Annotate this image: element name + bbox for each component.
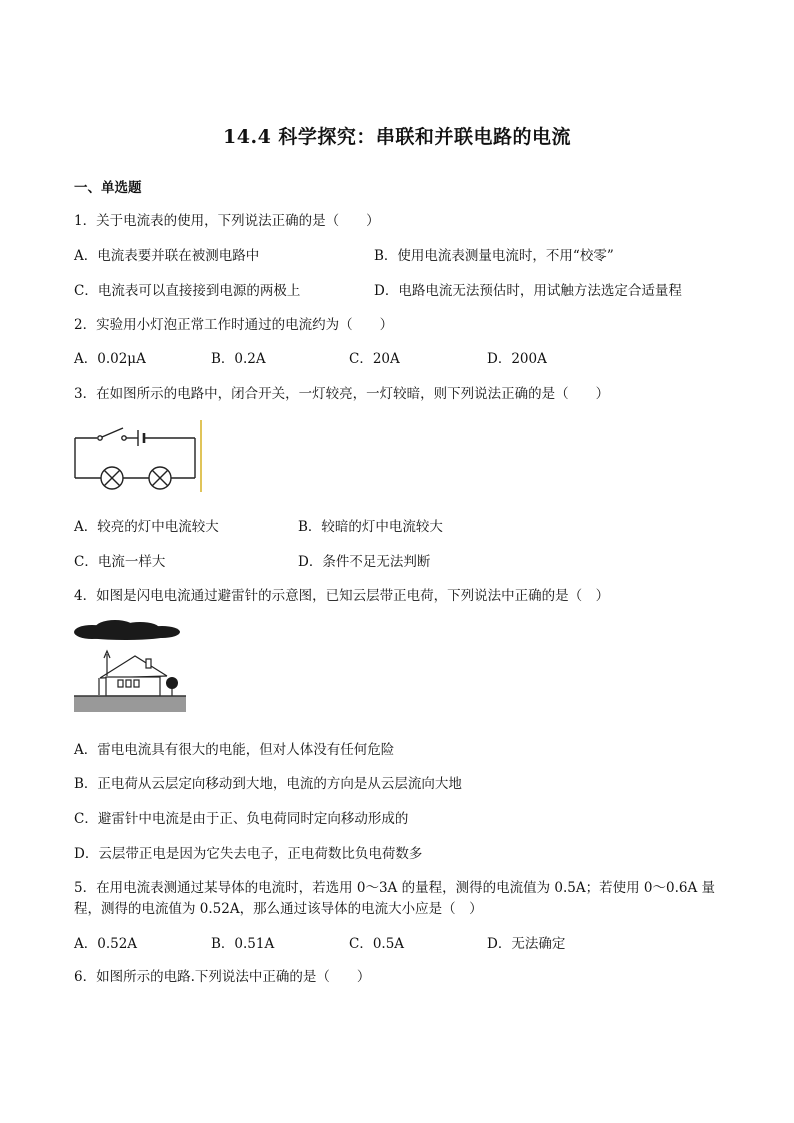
question-4-option-b[interactable]: B．正电荷从云层定向移动到大地，电流的方向是从云层流向大地 [74, 776, 462, 792]
question-2-option-a[interactable]: A．0.02μA [74, 351, 146, 367]
question-5-stem-line-2: 程，测得的电流值为 0.52A，那么通过该导体的电流大小应是（ ） [74, 901, 483, 917]
question-5-option-a[interactable]: A．0.52A [74, 936, 138, 952]
question-2-option-c[interactable]: C．20A [349, 351, 400, 367]
question-5-option-c[interactable]: C．0.5A [349, 936, 405, 952]
question-5-option-b[interactable]: B．0.51A [211, 936, 275, 952]
question-3-option-c[interactable]: C．电流一样大 [74, 554, 166, 570]
question-4-option-d[interactable]: D．云层带正电是因为它失去电子，正电荷数比负电荷数多 [74, 846, 423, 862]
question-5-option-d[interactable]: D．无法确定 [487, 936, 566, 952]
page-title: 14.4 科学探究：串联和并联电路的电流 [223, 126, 571, 148]
question-4-stem: 4．如图是闪电电流通过避雷针的示意图，已知云层带正电荷，下列说法中正确的是（ ） [74, 588, 610, 604]
question-2-stem: 2．实验用小灯泡正常工作时通过的电流约为（ ） [74, 317, 394, 333]
question-1-option-b[interactable]: B．使用电流表测量电流时，不用“校零” [374, 248, 614, 264]
question-4-option-a[interactable]: A．雷电电流具有很大的电能，但对人体没有任何危险 [74, 742, 395, 758]
section-heading: 一、单选题 [74, 180, 142, 196]
question-3-option-b[interactable]: B．较暗的灯中电流较大 [298, 519, 443, 535]
question-2-option-b[interactable]: B．0.2A [211, 351, 266, 367]
question-5-stem-line-1: 5．在用电流表测通过某导体的电流时，若选用 0～3A 的量程，测得的电流值为 0.5A；若使用 0～0.6A 量 [74, 880, 715, 896]
question-6-stem: 6．如图所示的电路.下列说法中正确的是（ ） [74, 969, 371, 985]
question-4-option-c[interactable]: C．避雷针中电流是由于正、负电荷同时定向移动形成的 [74, 811, 409, 827]
question-3-option-a[interactable]: A．较亮的灯中电流较大 [74, 519, 219, 535]
question-1-option-c[interactable]: C．电流表可以直接接到电源的两极上 [74, 283, 301, 299]
question-1-option-d[interactable]: D．电路电流无法预估时，用试触方法选定合适量程 [374, 283, 682, 299]
question-1-option-a[interactable]: A．电流表要并联在被测电路中 [74, 248, 260, 264]
question-2-option-d[interactable]: D．200A [487, 351, 547, 367]
circuit-diagram [70, 418, 210, 494]
question-3-stem: 3．在如图所示的电路中，闭合开关，一灯较亮，一灯较暗，则下列说法正确的是（ ） [74, 386, 610, 402]
question-3-option-d[interactable]: D．条件不足无法判断 [298, 554, 431, 570]
lightning-rod-diagram [70, 618, 190, 716]
question-1-stem: 1．关于电流表的使用，下列说法正确的是（ ） [74, 213, 380, 229]
